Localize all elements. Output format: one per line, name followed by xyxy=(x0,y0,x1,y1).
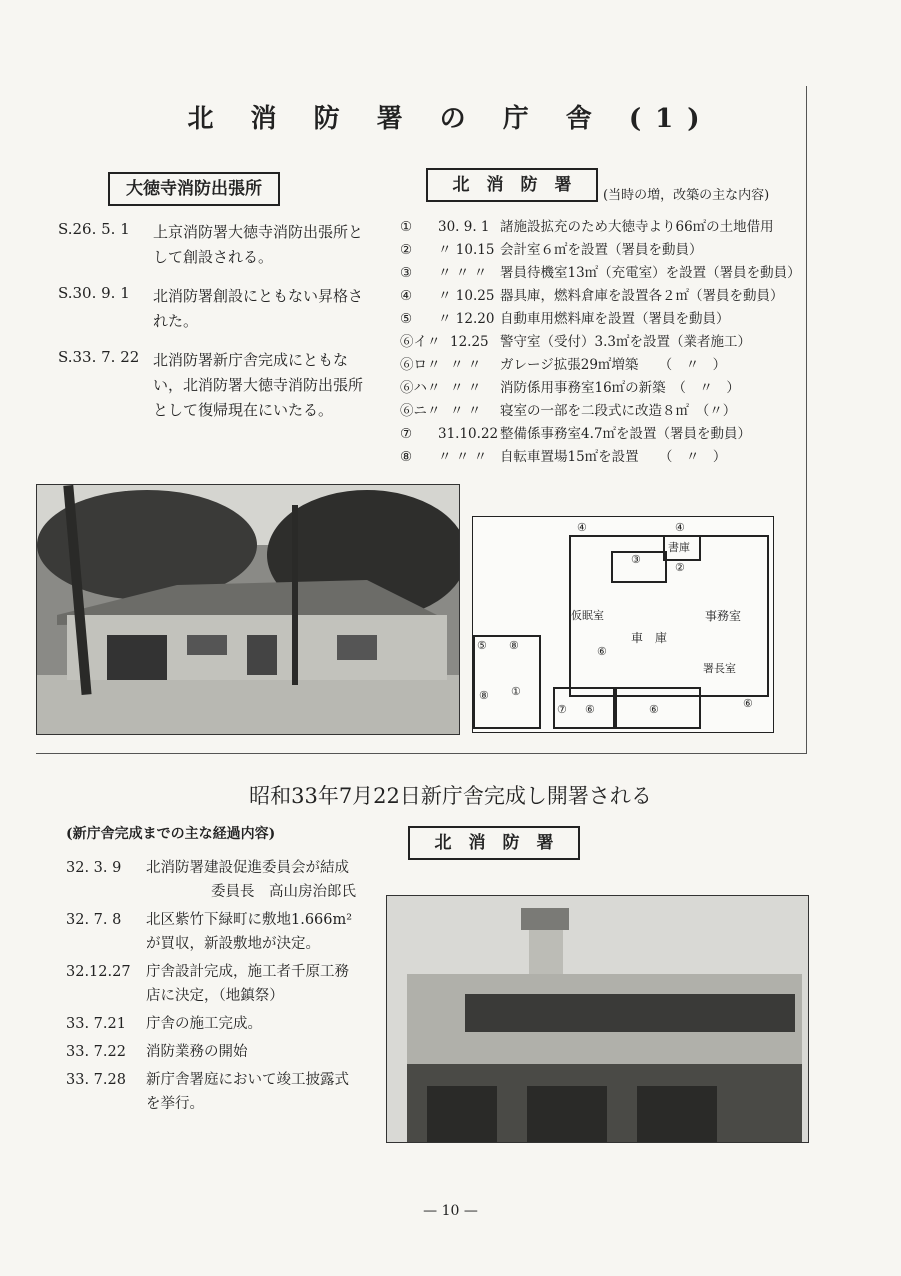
entry-date: S.30. 9. 1 xyxy=(58,284,130,302)
event-row: が買収，新設敷地が決定。 xyxy=(146,936,320,952)
event-row: 32. 3. 9 北消防署建設促進委員会が結成 xyxy=(66,860,349,876)
plan-marker-7: ⑦ xyxy=(557,703,567,716)
list-item: ① 30. 9. 1 諸施設拡充のため大徳寺より66㎡の土地借用 xyxy=(400,219,774,235)
plan-marker-4a: ④ xyxy=(577,521,587,534)
entry-date: S.33. 7. 22 xyxy=(58,348,140,366)
right-caption: (当時の増，改築の主な内容) xyxy=(603,188,770,203)
event-row: を挙行。 xyxy=(146,1096,204,1112)
plan-marker-6b: ⑥ xyxy=(585,703,595,716)
plan-label-jimu: 事務室 xyxy=(705,609,742,623)
entry-text: 北消防署創設にともない昇格された。 xyxy=(153,287,364,330)
page-title: 北 消 防 署 の 庁 舎 (1) xyxy=(187,104,714,134)
list-item: ② 〃 10.15 会計室６㎡を設置（署員を動員） xyxy=(400,242,703,258)
right-section-label: 北 消 防 署 xyxy=(426,168,598,202)
new-station-label: 北 消 防 署 xyxy=(408,826,580,860)
list-item: ⑥イ〃 12.25 警守室（受付）3.3㎡を設置（業者施工） xyxy=(400,334,751,350)
plan-marker-6a: ⑥ xyxy=(597,645,607,658)
plan-marker-8b: ⑧ xyxy=(479,689,489,702)
floor-plan xyxy=(472,516,774,733)
plan-label-shocho: 署長室 xyxy=(703,662,736,675)
event-row: 32. 7. 8 北区紫竹下緑町に敷地1.666m² xyxy=(66,912,353,928)
list-item: ③ 〃 〃 〃 署員待機室13㎡（充電室）を設置（署員を動員） xyxy=(400,265,801,281)
list-item: ⑥ロ〃 〃 〃 ガレージ拡張29㎡増築 （ 〃 ） xyxy=(400,357,727,373)
plan-marker-4b: ④ xyxy=(675,521,685,534)
list-item: ⑦ 31.10.22 整備係事務室4.7㎡を設置（署員を動員） xyxy=(400,426,751,442)
page-number: — 10 — xyxy=(423,1203,478,1219)
list-item: ④ 〃 10.25 器具庫，燃料倉庫を設置各２㎡（署員を動員） xyxy=(400,288,784,304)
old-station-photo xyxy=(36,484,460,735)
event-row: 33. 7.28 新庁舎署庭において竣工披露式 xyxy=(66,1072,349,1088)
frame-bottom-rule xyxy=(36,753,807,754)
new-station-photo-image xyxy=(387,896,808,1142)
list-item: ⑤ 〃 12.20 自動車用燃料庫を設置（署員を動員） xyxy=(400,311,730,327)
list-item: ⑧ 〃 〃 〃 自転車置場15㎡を設置 （ 〃 ） xyxy=(400,449,727,465)
opening-heading: 昭和33年7月22日新庁舎完成し開署される xyxy=(249,784,652,808)
left-entry xyxy=(58,284,373,334)
plan-label-shoko: 書庫 xyxy=(668,541,690,554)
left-section-label: 大徳寺消防出張所 xyxy=(108,172,280,206)
event-list xyxy=(66,856,386,1116)
old-station-photo-image xyxy=(37,485,459,734)
entry-date: S.26. 5. 1 xyxy=(58,220,130,238)
left-entry xyxy=(58,348,373,423)
entry-text: 北消防署新庁舎完成にともない，北消防署大徳寺消防出張所として復帰現在にいたる。 xyxy=(153,351,364,419)
plan-marker-8a: ⑧ xyxy=(509,639,519,652)
plan-marker-6d: ⑥ xyxy=(743,697,753,710)
renovation-list xyxy=(400,216,800,469)
plan-marker-2: ② xyxy=(675,561,685,574)
event-row: 33. 7.22 消防業務の開始 xyxy=(66,1044,248,1060)
list-item: ⑥ニ〃 〃 〃 寝室の一部を二段式に改造８㎡ （〃） xyxy=(400,403,737,419)
frame-right-rule xyxy=(806,86,807,754)
event-row: 33. 7.21 庁舎の施工完成。 xyxy=(66,1016,262,1032)
new-station-photo xyxy=(386,895,809,1143)
event-row: 店に決定，（地鎮祭） xyxy=(146,988,284,1004)
left-entry xyxy=(58,220,373,270)
plan-marker-6c: ⑥ xyxy=(649,703,659,716)
plan-label-kamin: 仮眠室 xyxy=(571,609,604,622)
left-entries xyxy=(58,220,373,423)
plan-marker-5: ⑤ xyxy=(477,639,487,652)
plan-marker-3: ③ xyxy=(631,553,641,566)
list-item: ⑥ハ〃 〃 〃 消防係用事務室16㎡の新築 （ 〃 ） xyxy=(400,380,740,396)
event-row: 32.12.27 庁舎設計完成，施工者千原工務 xyxy=(66,964,349,980)
progress-caption: (新庁舎完成までの主な経過内容) xyxy=(66,826,276,842)
event-row: 委員長 高山房治郎氏 xyxy=(211,884,356,900)
plan-marker-1: ① xyxy=(511,685,521,698)
plan-label-shako: 車 庫 xyxy=(631,631,668,645)
entry-text: 上京消防署大徳寺消防出張所として創設される。 xyxy=(153,223,364,266)
